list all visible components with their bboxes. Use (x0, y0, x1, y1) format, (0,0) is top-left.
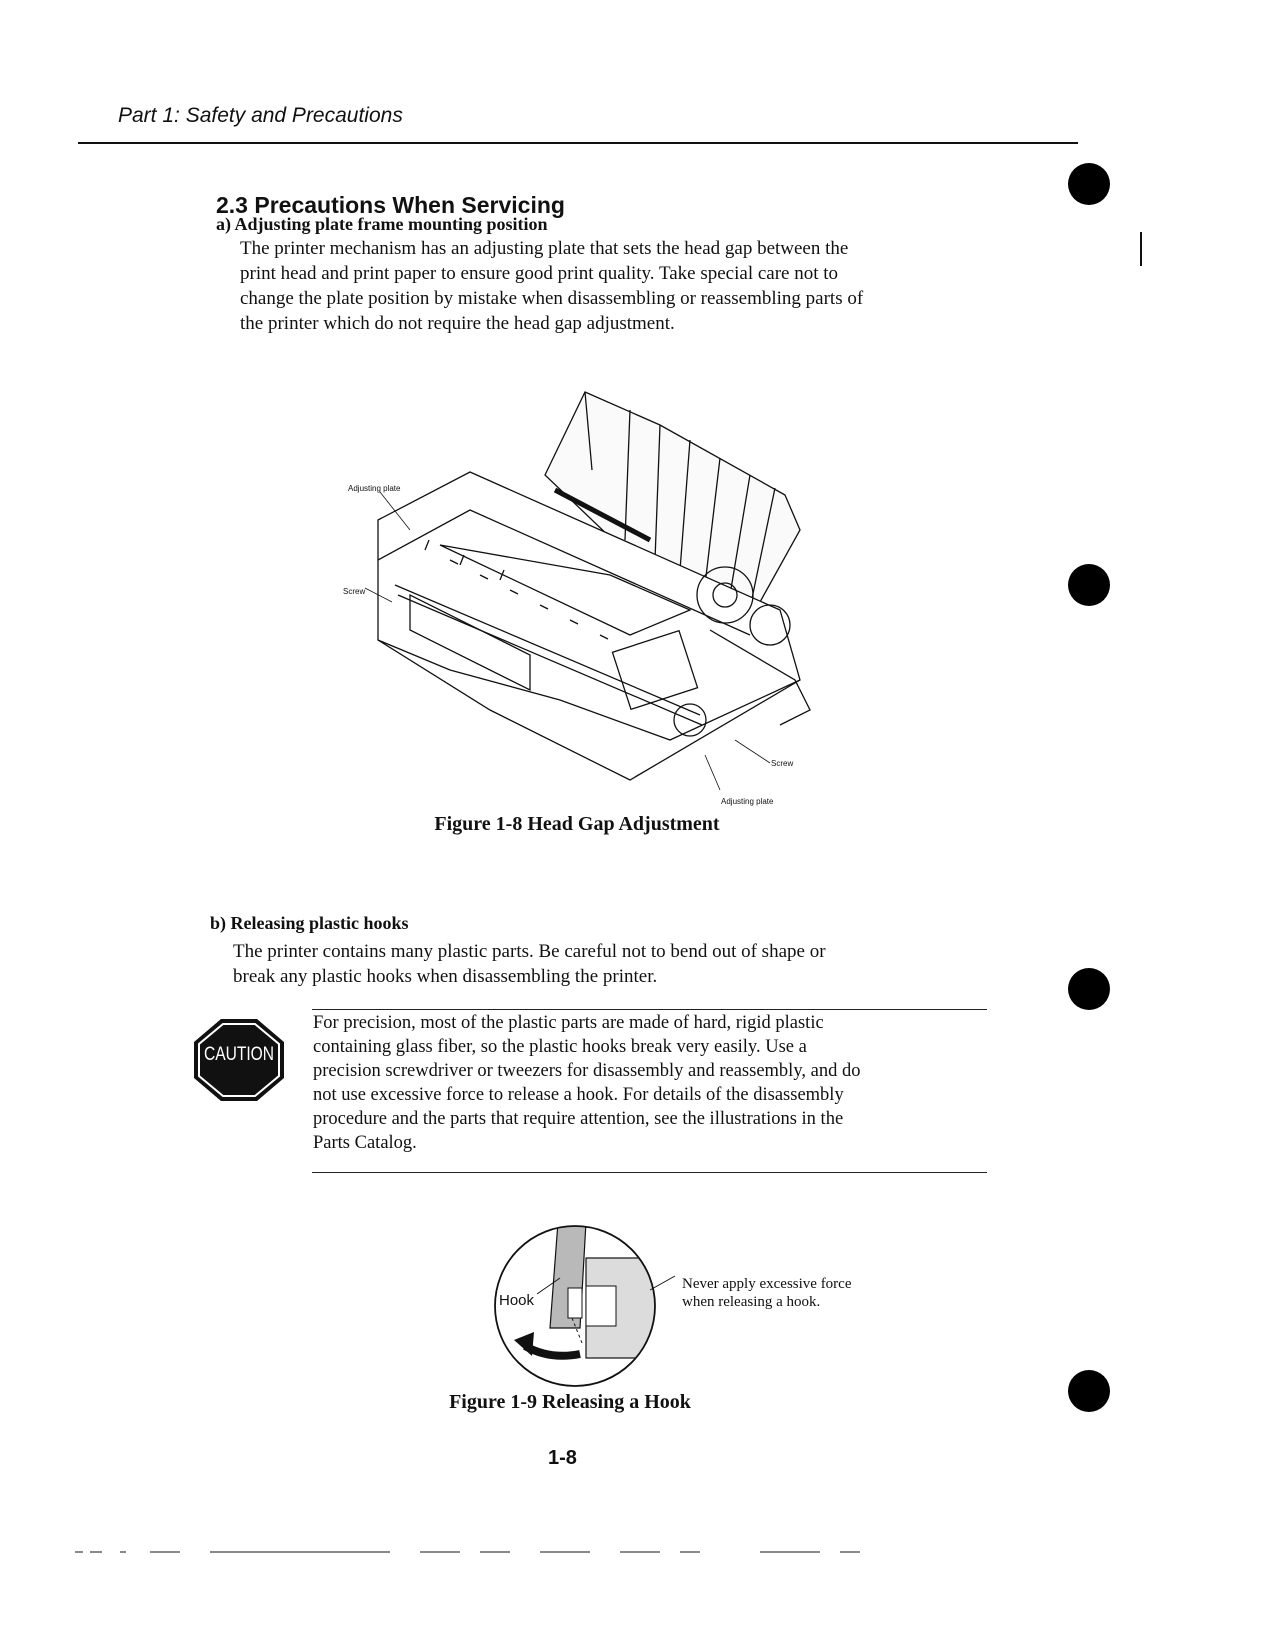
hook-note (682, 1275, 852, 1311)
label-screw-right: Screw (771, 759, 794, 768)
page-number: 1-8 (548, 1447, 577, 1469)
paragraph-line: change the plate position by mistake when disassembling or reassembling parts of (240, 288, 864, 309)
hook-note-line: when releasing a hook. (682, 1294, 821, 1310)
punch-hole-1 (1068, 163, 1110, 205)
paragraph-line: print head and print paper to ensure good print quality. Take special care not to (240, 263, 839, 284)
caution-line: not use excessive force to release a hook. For details of the disassembly (313, 1085, 844, 1105)
label-screw-left: Screw (343, 587, 366, 596)
subsection-a-heading: a) Adjusting plate frame mounting position (216, 214, 548, 234)
punch-hole-4 (1068, 1370, 1110, 1412)
figure-1-9-caption: Figure 1-9 Releasing a Hook (449, 1391, 691, 1413)
caution-sign-label: CAUTION (203, 1044, 275, 1065)
caution-line: procedure and the parts that require attention, see the illustrations in the (313, 1109, 844, 1129)
caution-line: Parts Catalog. (313, 1133, 417, 1153)
caution-line: precision screwdriver or tweezers for disassembly and reassembly, and do (313, 1061, 861, 1081)
footer-scan-artifact (60, 1548, 880, 1556)
paragraph-line: break any plastic hooks when disassembling the printer. (233, 966, 658, 987)
label-adjusting-plate-bottom: Adjusting plate (721, 797, 774, 806)
hook-note-line: Never apply excessive force (682, 1276, 852, 1292)
caution-text (313, 1011, 993, 1155)
printer-mechanism-illustration (330, 380, 830, 810)
subsection-b-heading: b) Releasing plastic hooks (210, 913, 409, 933)
paragraph-line: The printer mechanism has an adjusting plate that sets the head gap between the (240, 238, 849, 259)
punch-hole-2 (1068, 564, 1110, 606)
punch-hole-3 (1068, 968, 1110, 1010)
figure-1-8-caption: Figure 1-8 Head Gap Adjustment (434, 813, 720, 835)
hook-label: Hook (499, 1292, 535, 1309)
label-adjusting-plate-top: Adjusting plate (348, 484, 401, 493)
subsection-a-paragraph (240, 236, 1040, 336)
caution-top-rule (312, 1009, 987, 1010)
subsection-b-paragraph (233, 939, 1033, 989)
section-title: 2.3 Precautions When Servicing (216, 192, 565, 218)
change-bar (1140, 232, 1142, 266)
paragraph-line: The printer contains many plastic parts. Be careful not to bend out of shape or (233, 941, 826, 962)
caution-bottom-rule (312, 1172, 987, 1173)
header-rule (78, 142, 1078, 144)
paragraph-line: the printer which do not require the head gap adjustment. (240, 313, 675, 334)
caution-line: containing glass fiber, so the plastic hooks break very easily. Use a (313, 1037, 807, 1057)
running-header: Part 1: Safety and Precautions (118, 104, 403, 127)
caution-line: For precision, most of the plastic parts are made of hard, rigid plastic (313, 1013, 824, 1033)
